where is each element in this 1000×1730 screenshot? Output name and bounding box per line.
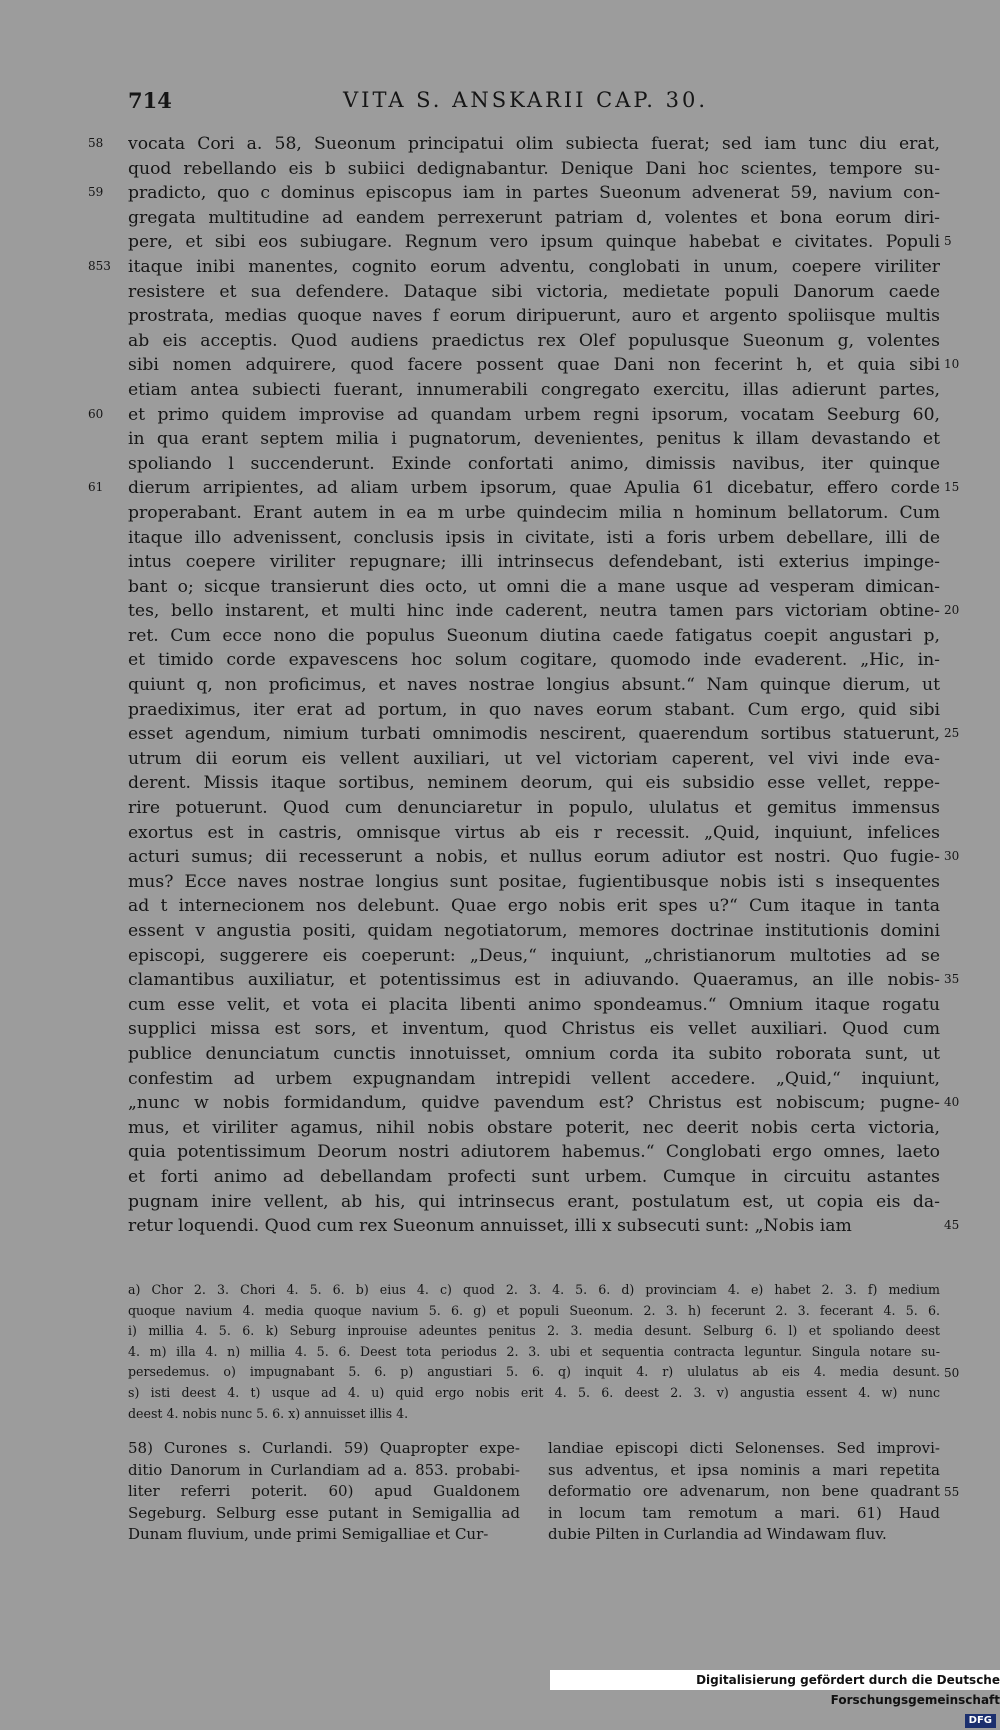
text-line: mus, et viriliter agamus, nihil nobis obstare poterit, nec deerit nobis certa victoria, xyxy=(128,1117,940,1138)
text-line: pradicto, quo c dominus episcopus iam in partes Sueonum advenerat 59, navium con- xyxy=(128,183,940,204)
footnote-line: in locum tam remotum a mari. 61) Haud xyxy=(548,1503,940,1522)
footnote-line: 58) Curones s. Curlandi. 59) Quapropter expe- xyxy=(128,1439,520,1457)
text-line: etiam antea subiecti fuerant, innumerabili congregato exercitu, illas adierunt partes, xyxy=(128,379,940,400)
text-line: prostrata, medias quoque naves f eorum diripuerunt, auro et argento spoliisque multis xyxy=(128,306,940,327)
text-line: esset agendum, nimium turbati omnimodis nescirent, quaerendum sortibus statuerunt, xyxy=(128,724,940,745)
page-number: 714 xyxy=(128,88,172,113)
text-line: quod rebellando eis b subiici dedignabantur. Denique Dani hoc scientes, tempore su- xyxy=(128,158,940,179)
text-line: retur loquendi. Quod cum rex Sueonum annuisset, illi x subsecuti sunt: „Nobis iam xyxy=(128,1216,852,1237)
footnote-line: landiae episcopi dicti Selonenses. Sed improvi- xyxy=(548,1439,940,1457)
page-header xyxy=(128,88,940,118)
apparatus-line: persedemus. o) impugnabant 5. 6. p) angustiari 5. 6. q) inquit 4. r) ululatus ab eis 4. media desunt. xyxy=(128,1364,940,1380)
left-margin-number: 61 xyxy=(88,480,104,495)
running-title: VITA S. ANSKARII CAP. 30. xyxy=(343,88,709,112)
apparatus-line: a) Chor 2. 3. Chori 4. 5. 6. b) eius 4. c) quod 2. 3. 4. 5. 6. d) provinciam 4. e) habet 2. 3. f) medium xyxy=(128,1282,940,1297)
text-line: itaque illo advenissent, conclusis ipsis in civitate, isti a foris urbem debellare, illi de xyxy=(128,527,940,548)
line-number: 10 xyxy=(944,357,960,372)
critical-apparatus xyxy=(128,1280,940,1424)
footnote-line: deformatio ore advenarum, non bene quadrant xyxy=(548,1482,940,1501)
text-line: utrum dii eorum eis vellent auxiliari, ut vel victoriam caperent, vel vivi inde eva- xyxy=(128,748,940,769)
footnote-line: Dunam fluvium, unde primi Semigalliae et Cur- xyxy=(128,1525,489,1544)
left-margin-number: 58 xyxy=(88,136,104,150)
text-line: bant o; sicque transierunt dies octo, ut omni die a mane usque ad vesperam dimican- xyxy=(128,576,940,597)
footnotes-right-column xyxy=(548,1438,940,1546)
text-line: „nunc w nobis formidandum, quidve pavendum est? Christus est nobiscum; pugne- xyxy=(128,1093,940,1114)
line-number: 55 xyxy=(944,1485,960,1500)
text-line: exortus est in castris, omnisque virtus ab eis r recessit. „Quid, inquiunt, infelices xyxy=(128,822,940,843)
dfg-logo-icon: DFG xyxy=(965,1714,996,1728)
line-number: 15 xyxy=(944,480,960,495)
text-line: et forti animo ad debellandam profecti sunt urbem. Cumque in circuitu astantes xyxy=(128,1166,940,1187)
text-line: clamantibus auxiliatur, et potentissimus est in adiuvando. Quaeramus, an ille nobis- xyxy=(128,970,940,991)
apparatus-line: s) isti deest 4. t) usque ad 4. u) quid ergo nobis erit 4. 5. 6. deest 2. 3. v) angustia essent 4. w) nunc xyxy=(128,1384,940,1400)
text-line: et primo quidem improvise ad quandam urbem regni ipsorum, vocatam Seeburg 60, xyxy=(128,404,940,425)
text-line: dierum arripientes, ad aliam urbem ipsorum, quae Apulia 61 dicebatur, effero corde xyxy=(128,478,940,499)
footnote-line: Segeburg. Selburg esse putant in Semigallia ad xyxy=(128,1503,520,1522)
main-text-block xyxy=(128,132,940,1239)
text-line: mus? Ecce naves nostrae longius sunt positae, fugientibusque nobis isti s insequentes xyxy=(128,871,940,892)
text-line: itaque inibi manentes, cognito eorum adventu, conglobati in unum, coepere viriliter xyxy=(128,256,940,277)
footnote-line: ditio Danorum in Curlandiam ad a. 853. probabi- xyxy=(128,1460,520,1479)
text-line: praediximus, iter erat ad portum, in quo naves eorum stabant. Cum ergo, quid sibi xyxy=(128,699,940,720)
line-number: 20 xyxy=(944,603,960,618)
text-line: essent v angustia positi, quidam negotiatorum, memores doctrinae institutionis domini xyxy=(128,921,940,941)
text-line: publice denunciatum cunctis innotuisset, omnium corda ita subito roborata sunt, ut xyxy=(128,1043,940,1064)
text-line: ab eis acceptis. Quod audiens praedictus rex Olef populusque Sueonum g, volentes xyxy=(128,330,940,351)
text-line: tes, bello instarent, et multi hinc inde caderent, neutra tamen pars victoriam obtine- xyxy=(128,601,940,622)
footnote-line: liter referri poterit. 60) apud Gualdonem xyxy=(128,1482,520,1501)
line-number: 40 xyxy=(944,1095,960,1110)
footnote-line: sus adventus, et ipsa nominis a mari repetita xyxy=(548,1460,940,1479)
line-number: 25 xyxy=(944,726,960,741)
line-number: 35 xyxy=(944,972,960,987)
left-margin-number: 60 xyxy=(88,406,104,421)
apparatus-line: i) millia 4. 5. 6. k) Seburg inprouise adeuntes penitus 2. 3. media desunt. Selburg 6. l) et spoliando deest xyxy=(128,1323,940,1339)
text-line: rire potuerunt. Quod cum denunciaretur in populo, ululatus et gemitus immensus xyxy=(128,798,940,819)
dfg-funding-banner xyxy=(550,1670,1000,1726)
text-line: gregata multitudine ad eandem perrexerunt patriam d, volentes et bona eorum diri- xyxy=(128,207,940,228)
text-line: acturi sumus; dii recesserunt a nobis, et nullus eorum adiutor est nostri. Quo fugie- xyxy=(128,847,940,868)
line-number: 50 xyxy=(944,1366,960,1381)
line-number: 30 xyxy=(944,849,960,864)
apparatus-line: quoque navium 4. media quoque navium 5. 6. g) et populi Sueonum. 2. 3. h) fecerunt 2. 3. fecerant 4. 5. 6. xyxy=(128,1302,940,1318)
text-line: properabant. Erant autem in ea m urbe quindecim milia n hominum bellatorum. Cum xyxy=(128,502,940,523)
text-line: sibi nomen adquirere, quod facere possent quae Dani non fecerint h, et quia sibi xyxy=(128,355,940,376)
text-line: vocata Cori a. 58, Sueonum principatui olim subiecta fuerat; sed iam tunc diu erat, xyxy=(128,134,940,154)
text-line: pere, et sibi eos subiugare. Regnum vero ipsum quinque habebat e civitates. Populi xyxy=(128,232,940,253)
dfg-funding-text: Digitalisierung gefördert durch die Deutsche Forschungsgemeinschaft xyxy=(696,1673,1000,1707)
text-line: in qua erant septem milia i pugnatorum, devenientes, penitus k illam devastando et xyxy=(128,429,940,450)
line-number: 45 xyxy=(944,1218,960,1233)
text-line: quiunt q, non proficimus, et naves nostrae longius absunt.“ Nam quinque dierum, ut xyxy=(128,675,940,696)
footnotes-left-column xyxy=(128,1438,520,1546)
text-line: episcopi, suggerere eis coeperunt: „Deus,“ inquiunt, „christianorum multoties ad se xyxy=(128,945,940,966)
text-line: derent. Missis itaque sortibus, neminem deorum, qui eis subsidio esse vellet, reppe- xyxy=(128,773,940,794)
text-line: supplici missa est sors, et inventum, quod Christus eis vellet auxiliari. Quod cum xyxy=(128,1019,940,1040)
text-line: pugnam inire vellent, ab his, qui intrinsecus erant, postulatum est, ut copia eis da- xyxy=(128,1191,940,1212)
text-line: spoliando l succenderunt. Exinde confortati animo, dimissis navibus, iter quinque xyxy=(128,453,940,474)
footnote-line: dubie Pilten in Curlandia ad Windawam fluv. xyxy=(548,1525,887,1544)
text-line: intus coepere viriliter repugnare; illi intrinsecus defendebant, isti exterius impinge- xyxy=(128,552,940,573)
text-line: cum esse velit, et vota ei placita libenti animo spondeamus.“ Omnium itaque rogatu xyxy=(128,994,940,1015)
text-line: et timido corde expavescens hoc solum cogitare, quomodo inde evaderent. „Hic, in- xyxy=(128,650,940,671)
apparatus-line: 4. m) illa 4. n) millia 4. 5. 6. Deest tota periodus 2. 3. ubi et sequentia contracta leguntur. Singula notare su- xyxy=(128,1343,940,1359)
left-margin-number: 59 xyxy=(88,185,104,200)
text-line: ad t internecionem nos delebunt. Quae ergo nobis erit spes u?“ Cum itaque in tanta xyxy=(128,896,940,917)
text-line: quia potentissimum Deorum nostri adiutorem habemus.“ Conglobati ergo omnes, laeto xyxy=(128,1142,940,1163)
text-line: confestim ad urbem expugnandam intrepidi vellent accedere. „Quid,“ inquiunt, xyxy=(128,1068,940,1089)
text-line: ret. Cum ecce nono die populus Sueonum diutina caede fatigatus coepit angustari p, xyxy=(128,625,940,646)
left-margin-number: 853 xyxy=(88,259,111,273)
line-number: 5 xyxy=(944,234,952,249)
apparatus-line: deest 4. nobis nunc 5. 6. x) annuisset illis 4. xyxy=(128,1405,409,1421)
text-line: resistere et sua defendere. Dataque sibi victoria, medietate populi Danorum caede xyxy=(128,281,940,302)
